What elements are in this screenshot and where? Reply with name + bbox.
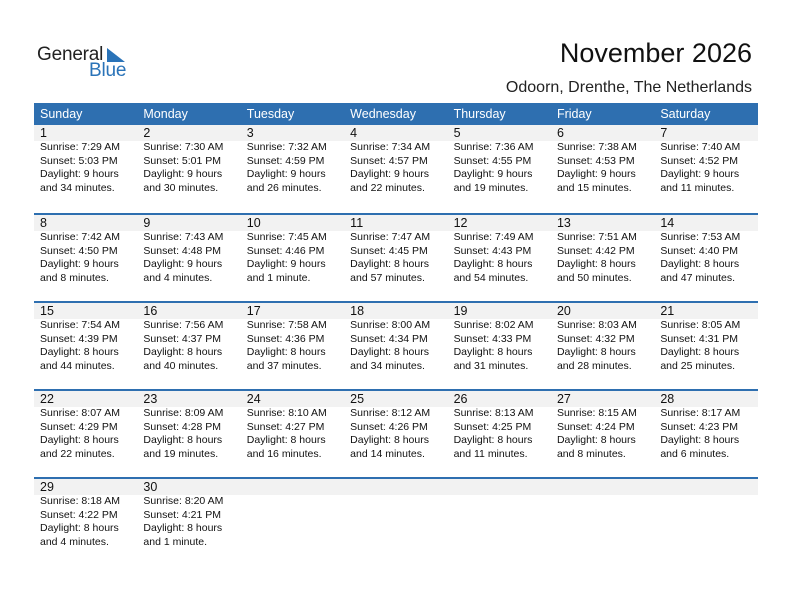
week-cells bbox=[34, 479, 758, 549]
daylight-text: Daylight: 8 hours bbox=[556, 258, 636, 270]
daylight-text: Daylight: 8 hours bbox=[453, 346, 533, 358]
daylight-minutes-text: and 8 minutes. bbox=[556, 447, 626, 460]
day-number: 20 bbox=[556, 304, 571, 318]
sunset-text: Sunset: 4:26 PM bbox=[350, 420, 428, 433]
weekday-saturday: Saturday bbox=[660, 107, 711, 121]
weekday-wednesday: Wednesday bbox=[350, 107, 416, 121]
day-number: 24 bbox=[246, 392, 261, 406]
day-number: 30 bbox=[143, 480, 158, 494]
day-number: 18 bbox=[350, 304, 365, 318]
daylight-minutes-text: and 26 minutes. bbox=[246, 181, 322, 194]
day-number: 6 bbox=[556, 126, 564, 140]
sunset-text: Sunset: 4:37 PM bbox=[143, 332, 222, 345]
day-cell bbox=[241, 303, 344, 373]
daylight-text: Daylight: 8 hours bbox=[350, 258, 429, 270]
day-number: 9 bbox=[143, 216, 151, 230]
day-number: 15 bbox=[40, 304, 54, 318]
sunrise-text: Sunrise: 7:58 AM bbox=[246, 319, 327, 331]
page-title: November 2026 bbox=[559, 38, 752, 68]
day-cell bbox=[241, 215, 344, 285]
daylight-text: Daylight: 8 hours bbox=[350, 434, 429, 446]
sunrise-text: Sunrise: 7:45 AM bbox=[246, 231, 327, 243]
sunset-text: Sunset: 4:57 PM bbox=[350, 154, 428, 167]
day-number: 13 bbox=[556, 216, 571, 230]
weekday-sunday: Sunday bbox=[40, 107, 83, 121]
daylight-text: Daylight: 8 hours bbox=[40, 346, 119, 358]
daylight-text: Daylight: 8 hours bbox=[246, 434, 326, 446]
sunrise-text: Sunrise: 7:40 AM bbox=[660, 141, 741, 153]
daylight-minutes-text: and 40 minutes. bbox=[143, 359, 219, 372]
day-cell bbox=[448, 303, 551, 373]
day-cell bbox=[137, 391, 240, 461]
daylight-minutes-text: and 22 minutes. bbox=[350, 181, 425, 194]
day-number: 12 bbox=[453, 216, 468, 230]
sunrise-text: Sunrise: 8:12 AM bbox=[350, 407, 431, 419]
sunset-text: Sunset: 4:33 PM bbox=[453, 332, 532, 345]
sunrise-text: Sunrise: 8:18 AM bbox=[40, 495, 120, 507]
sunrise-text: Sunrise: 8:00 AM bbox=[350, 319, 431, 331]
day-cell bbox=[551, 391, 654, 461]
daylight-minutes-text: and 44 minutes. bbox=[40, 359, 115, 372]
daylight-minutes-text: and 19 minutes. bbox=[143, 447, 219, 460]
sunset-text: Sunset: 4:48 PM bbox=[143, 244, 222, 257]
day-cell bbox=[34, 215, 137, 285]
sunset-text: Sunset: 4:36 PM bbox=[246, 332, 325, 345]
calendar-week-row bbox=[34, 301, 758, 389]
calendar-week-row bbox=[34, 389, 758, 477]
daylight-minutes-text: and 1 minute. bbox=[143, 535, 208, 548]
sunrise-text: Sunrise: 7:42 AM bbox=[40, 231, 120, 243]
sunset-text: Sunset: 4:46 PM bbox=[246, 244, 325, 257]
daylight-minutes-text: and 4 minutes. bbox=[143, 271, 213, 284]
sunrise-text: Sunrise: 7:30 AM bbox=[143, 141, 224, 153]
daylight-minutes-text: and 8 minutes. bbox=[40, 271, 109, 284]
daylight-text: Daylight: 8 hours bbox=[556, 346, 636, 358]
sunrise-text: Sunrise: 8:02 AM bbox=[453, 319, 534, 331]
sunset-text: Sunset: 5:03 PM bbox=[40, 154, 118, 167]
sunrise-text: Sunrise: 7:54 AM bbox=[40, 319, 120, 331]
daylight-text: Daylight: 9 hours bbox=[453, 168, 533, 180]
daylight-minutes-text: and 30 minutes. bbox=[143, 181, 219, 194]
day-cell bbox=[344, 215, 447, 285]
day-number: 17 bbox=[246, 304, 261, 318]
daylight-minutes-text: and 1 minute. bbox=[246, 271, 311, 284]
sunrise-text: Sunrise: 8:20 AM bbox=[143, 495, 224, 507]
sunset-text: Sunset: 4:52 PM bbox=[660, 154, 738, 167]
sunset-text: Sunset: 4:23 PM bbox=[660, 420, 738, 433]
sunset-text: Sunset: 4:22 PM bbox=[40, 508, 118, 521]
sunset-text: Sunset: 4:34 PM bbox=[350, 332, 428, 345]
daylight-minutes-text: and 28 minutes. bbox=[556, 359, 632, 372]
daylight-minutes-text: and 34 minutes. bbox=[350, 359, 425, 372]
sunset-text: Sunset: 4:53 PM bbox=[556, 154, 635, 167]
daylight-text: Daylight: 8 hours bbox=[453, 258, 533, 270]
sunrise-text: Sunrise: 8:03 AM bbox=[556, 319, 637, 331]
daylight-text: Daylight: 8 hours bbox=[246, 346, 326, 358]
sunset-text: Sunset: 4:55 PM bbox=[453, 154, 532, 167]
day-cell bbox=[137, 479, 240, 549]
sunset-text: Sunset: 4:31 PM bbox=[660, 332, 738, 345]
sunset-text: Sunset: 4:59 PM bbox=[246, 154, 325, 167]
day-cell bbox=[137, 303, 240, 373]
weekday-thursday: Thursday bbox=[453, 107, 506, 121]
day-cell bbox=[34, 479, 137, 549]
daylight-minutes-text: and 6 minutes. bbox=[660, 447, 730, 460]
calendar bbox=[34, 103, 758, 565]
calendar-week-row bbox=[34, 213, 758, 301]
sunrise-text: Sunrise: 7:56 AM bbox=[143, 319, 224, 331]
day-cell bbox=[448, 391, 551, 461]
day-cell bbox=[344, 125, 447, 195]
sunrise-text: Sunrise: 7:53 AM bbox=[660, 231, 741, 243]
weekday-friday: Friday bbox=[556, 107, 592, 121]
calendar-week-row bbox=[34, 477, 758, 565]
calendar-week-row bbox=[34, 125, 758, 213]
daylight-text: Daylight: 9 hours bbox=[660, 168, 740, 180]
logo-text-blue: Blue bbox=[89, 60, 127, 81]
day-cell bbox=[344, 391, 447, 461]
day-number: 16 bbox=[143, 304, 158, 318]
daylight-text: Daylight: 8 hours bbox=[660, 258, 740, 270]
week-cells bbox=[34, 215, 758, 285]
daylight-minutes-text: and 54 minutes. bbox=[453, 271, 529, 284]
sunrise-text: Sunrise: 7:47 AM bbox=[350, 231, 431, 243]
day-number: 21 bbox=[660, 304, 675, 318]
sunrise-text: Sunrise: 7:49 AM bbox=[453, 231, 534, 243]
sunset-text: Sunset: 4:25 PM bbox=[453, 420, 532, 433]
sunrise-text: Sunrise: 8:10 AM bbox=[246, 407, 327, 419]
daylight-text: Daylight: 8 hours bbox=[40, 522, 119, 534]
sunrise-text: Sunrise: 8:15 AM bbox=[556, 407, 637, 419]
day-cell bbox=[34, 303, 137, 373]
day-number: 4 bbox=[350, 126, 358, 140]
daylight-minutes-text: and 14 minutes. bbox=[350, 447, 425, 460]
calendar-weeks bbox=[34, 125, 758, 565]
sunrise-text: Sunrise: 8:17 AM bbox=[660, 407, 741, 419]
day-cell bbox=[137, 215, 240, 285]
daylight-text: Daylight: 9 hours bbox=[143, 168, 223, 180]
day-cell bbox=[654, 391, 757, 461]
daylight-minutes-text: and 11 minutes. bbox=[660, 181, 735, 194]
day-cell bbox=[551, 303, 654, 373]
sunrise-text: Sunrise: 8:09 AM bbox=[143, 407, 224, 419]
day-cell bbox=[448, 215, 551, 285]
logo bbox=[37, 44, 137, 80]
weekday-tuesday: Tuesday bbox=[246, 107, 295, 121]
sunset-text: Sunset: 4:27 PM bbox=[246, 420, 325, 433]
daylight-text: Daylight: 8 hours bbox=[660, 434, 740, 446]
sunrise-text: Sunrise: 7:36 AM bbox=[453, 141, 534, 153]
weekday-monday: Monday bbox=[143, 107, 188, 121]
day-cell bbox=[241, 391, 344, 461]
sunrise-text: Sunrise: 7:29 AM bbox=[40, 141, 120, 153]
daylight-text: Daylight: 9 hours bbox=[40, 258, 119, 270]
daylight-text: Daylight: 8 hours bbox=[143, 434, 223, 446]
day-number: 11 bbox=[350, 216, 364, 230]
day-cell bbox=[137, 125, 240, 195]
week-cells bbox=[34, 391, 758, 461]
sunrise-text: Sunrise: 7:38 AM bbox=[556, 141, 637, 153]
day-cell bbox=[654, 125, 757, 195]
daylight-minutes-text: and 47 minutes. bbox=[660, 271, 736, 284]
sunrise-text: Sunrise: 8:05 AM bbox=[660, 319, 741, 331]
daylight-text: Daylight: 9 hours bbox=[40, 168, 119, 180]
sunset-text: Sunset: 4:42 PM bbox=[556, 244, 635, 257]
sunset-text: Sunset: 4:24 PM bbox=[556, 420, 635, 433]
day-number: 27 bbox=[556, 392, 571, 406]
sunset-text: Sunset: 4:21 PM bbox=[143, 508, 222, 521]
day-number: 23 bbox=[143, 392, 158, 406]
day-number: 5 bbox=[453, 126, 461, 140]
sunrise-text: Sunrise: 8:07 AM bbox=[40, 407, 120, 419]
daylight-text: Daylight: 8 hours bbox=[350, 346, 429, 358]
daylight-text: Daylight: 8 hours bbox=[660, 346, 740, 358]
day-cell bbox=[34, 391, 137, 461]
day-cell bbox=[241, 125, 344, 195]
daylight-text: Daylight: 9 hours bbox=[143, 258, 223, 270]
sunset-text: Sunset: 4:29 PM bbox=[40, 420, 118, 433]
daylight-minutes-text: and 50 minutes. bbox=[556, 271, 632, 284]
sunrise-text: Sunrise: 7:43 AM bbox=[143, 231, 224, 243]
sunset-text: Sunset: 4:28 PM bbox=[143, 420, 222, 433]
day-number: 8 bbox=[40, 216, 47, 230]
sunset-text: Sunset: 4:39 PM bbox=[40, 332, 118, 345]
day-number: 25 bbox=[350, 392, 365, 406]
day-number: 3 bbox=[246, 126, 254, 140]
sunset-text: Sunset: 4:40 PM bbox=[660, 244, 738, 257]
day-number: 19 bbox=[453, 304, 468, 318]
day-number: 7 bbox=[660, 126, 668, 140]
day-cell bbox=[551, 125, 654, 195]
day-cell bbox=[654, 215, 757, 285]
day-number: 22 bbox=[40, 392, 54, 406]
sunset-text: Sunset: 4:43 PM bbox=[453, 244, 532, 257]
daylight-text: Daylight: 9 hours bbox=[246, 168, 326, 180]
day-number: 10 bbox=[246, 216, 261, 230]
day-number: 2 bbox=[143, 126, 151, 140]
daylight-text: Daylight: 8 hours bbox=[40, 434, 119, 446]
sunset-text: Sunset: 5:01 PM bbox=[143, 154, 222, 167]
sunset-text: Sunset: 4:32 PM bbox=[556, 332, 635, 345]
daylight-minutes-text: and 25 minutes. bbox=[660, 359, 736, 372]
weekday-header bbox=[34, 103, 758, 125]
daylight-minutes-text: and 16 minutes. bbox=[246, 447, 322, 460]
sunrise-text: Sunrise: 7:32 AM bbox=[246, 141, 327, 153]
week-cells bbox=[34, 125, 758, 195]
daylight-minutes-text: and 15 minutes. bbox=[556, 181, 632, 194]
day-number: 14 bbox=[660, 216, 675, 230]
daylight-minutes-text: and 22 minutes. bbox=[40, 447, 115, 460]
daylight-text: Daylight: 9 hours bbox=[350, 168, 429, 180]
day-cell bbox=[551, 215, 654, 285]
daylight-text: Daylight: 8 hours bbox=[556, 434, 636, 446]
day-cell bbox=[448, 125, 551, 195]
day-number: 28 bbox=[660, 392, 675, 406]
day-number: 29 bbox=[40, 480, 54, 494]
day-cell bbox=[34, 125, 137, 195]
day-number: 1 bbox=[40, 126, 47, 140]
week-cells bbox=[34, 303, 758, 373]
day-number: 26 bbox=[453, 392, 468, 406]
daylight-text: Daylight: 8 hours bbox=[143, 522, 223, 534]
day-cell bbox=[344, 303, 447, 373]
daylight-text: Daylight: 9 hours bbox=[556, 168, 636, 180]
daylight-text: Daylight: 8 hours bbox=[143, 346, 223, 358]
sunset-text: Sunset: 4:45 PM bbox=[350, 244, 428, 257]
location-subtitle: Odoorn, Drenthe, The Netherlands bbox=[505, 79, 752, 96]
sunrise-text: Sunrise: 7:51 AM bbox=[556, 231, 637, 243]
daylight-minutes-text: and 19 minutes. bbox=[453, 181, 529, 194]
daylight-minutes-text: and 11 minutes. bbox=[453, 447, 528, 460]
daylight-minutes-text: and 57 minutes. bbox=[350, 271, 425, 284]
day-cell bbox=[654, 303, 757, 373]
daylight-minutes-text: and 37 minutes. bbox=[246, 359, 322, 372]
daylight-text: Daylight: 9 hours bbox=[246, 258, 326, 270]
sunset-text: Sunset: 4:50 PM bbox=[40, 244, 118, 257]
sunrise-text: Sunrise: 8:13 AM bbox=[453, 407, 534, 419]
logo-text-general: General bbox=[37, 44, 104, 65]
daylight-text: Daylight: 8 hours bbox=[453, 434, 533, 446]
daylight-minutes-text: and 4 minutes. bbox=[40, 535, 109, 548]
sunrise-text: Sunrise: 7:34 AM bbox=[350, 141, 431, 153]
daylight-minutes-text: and 31 minutes. bbox=[453, 359, 529, 372]
daylight-minutes-text: and 34 minutes. bbox=[40, 181, 115, 194]
